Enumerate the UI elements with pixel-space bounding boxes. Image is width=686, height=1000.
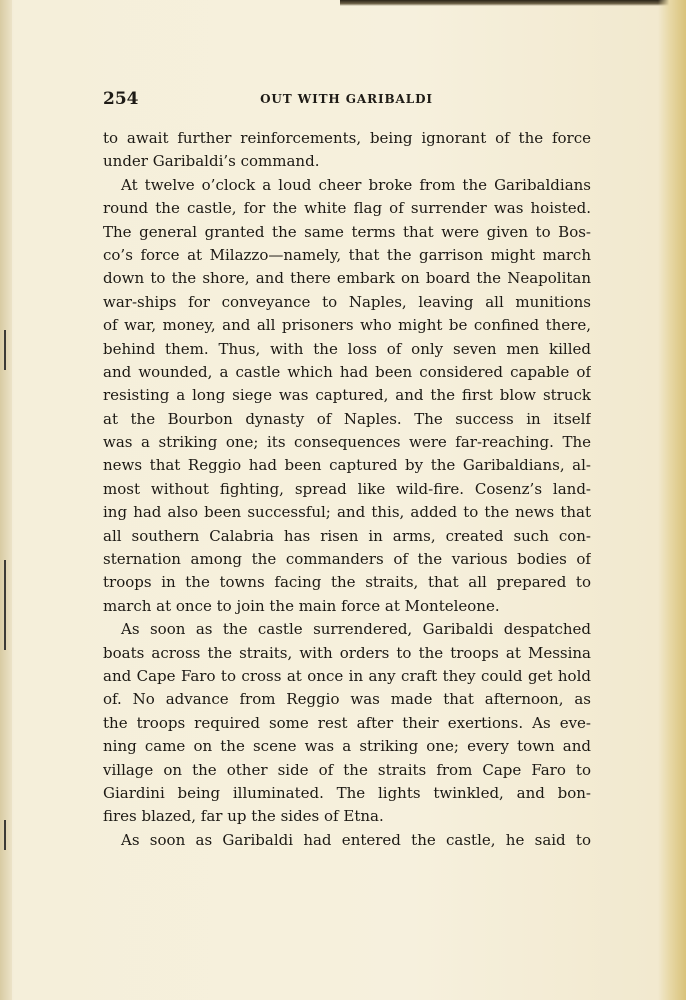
page-edge [658,0,686,1000]
text-line: village on the other side of the straits from Cape Faro to [103,760,591,779]
page-header [103,89,590,113]
text-line: Giardini being illuminated. The lights twinkled, and bon- [103,783,591,802]
binding-mark [4,330,6,370]
text-line: and wounded, a castle which had been considered capable of [103,362,591,381]
text-line: all southern Calabria has risen in arms, created such con- [103,526,591,545]
text-line: ning came on the scene was a striking one; every town and [103,737,591,756]
page-number: 254 [103,89,139,109]
text-line: down to the shore, and there embark on board the Neapolitan [103,269,591,288]
text-line: As soon as Garibaldi had entered the castle, he said to [121,830,591,849]
text-line: war-ships for conveyance to Naples, leaving all munitions [103,292,591,311]
scan-shadow [340,0,686,6]
text-line: sternation among the commanders of the various bodies of [103,550,591,569]
text-line: march at once to join the main force at Monteleone. [103,596,500,615]
text-line: co’s force at Milazzo—namely, that the garrison might march [103,245,591,264]
text-line: The general granted the same terms that were given to Bos- [103,222,591,241]
text-line: boats across the straits, with orders to the troops at Messina [103,643,591,662]
text-line: At twelve o’clock a loud cheer broke from the Garibaldians [121,175,591,194]
text-line: news that Reggio had been captured by the Garibaldians, al- [103,456,591,475]
text-line: As soon as the castle surrendered, Garibaldi despatched [121,620,591,639]
text-line: resisting a long siege was captured, and the first blow struck [103,386,591,405]
text-line: was a striking one; its consequences were far-reaching. The [103,433,591,452]
text-line: at the Bourbon dynasty of Naples. The success in itself [103,409,591,428]
text-line: and Cape Faro to cross at once in any craft they could get hold [103,666,591,685]
binding-mark [4,560,6,650]
page-binding-edge [0,0,12,1000]
text-line: the troops required some rest after their exertions. As eve- [103,713,591,732]
binding-mark [4,820,6,850]
text-line: of. No advance from Reggio was made that afternoon, as [103,690,591,709]
text-line: to await further reinforcements, being ignorant of the force [103,129,591,147]
text-line: behind them. Thus, with the loss of only seven men killed [103,339,591,358]
text-line: under Garibaldi’s command. [103,152,320,171]
text-line: of war, money, and all prisoners who might be confined there, [103,316,591,335]
text-line: round the castle, for the white flag of surrender was hoisted. [103,199,591,218]
text-line: ing had also been successful; and this, added to the news that [103,503,591,522]
text-line: most without fighting, spread like wild-fire. Cosenz’s land- [103,479,591,498]
text-line: fires blazed, far up the sides of Etna. [103,807,384,826]
text-line: troops in the towns facing the straits, that all prepared to [103,573,591,592]
body-text [103,127,591,852]
running-head: OUT WITH GARIBALDI [260,92,433,106]
